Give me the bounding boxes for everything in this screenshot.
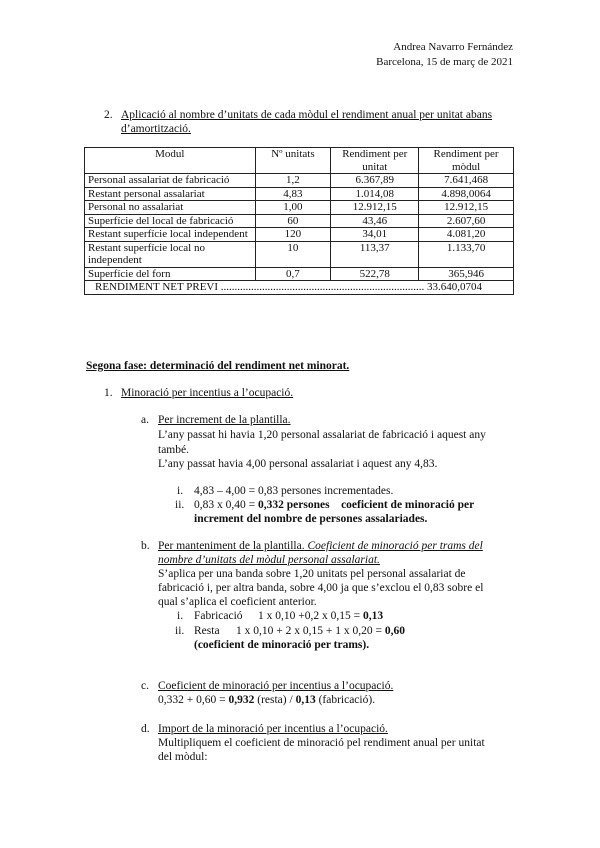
table-row: [85, 228, 514, 242]
cell: 1.133,70: [419, 241, 514, 267]
a-ii-marker: ii.: [175, 499, 185, 511]
d-title: Import de la minoració per incentius a l’ocupació.: [158, 723, 388, 735]
b-ii-label: Resta: [194, 625, 220, 637]
cell: 10: [255, 241, 331, 267]
cell: 365,946: [419, 267, 514, 281]
cell: Superfície del forn: [85, 267, 256, 281]
c-formula-mid: (resta) /: [254, 694, 296, 706]
cell: Personal assalariat de fabricació: [85, 174, 256, 188]
cell: Restant superfície local independent: [85, 228, 256, 242]
a-ii-bold3: increment del nombre de persones assalariades.: [194, 513, 428, 525]
a-ii-pre: 0,83 x 0,40 =: [194, 499, 258, 511]
table-row: [85, 201, 514, 215]
b-title-line: [158, 540, 483, 552]
table-header-row: [85, 148, 514, 174]
cell: 12.912,15: [419, 201, 514, 215]
cell: 522,78: [331, 267, 419, 281]
cell: 2.607,60: [419, 214, 514, 228]
place-date: Barcelona, 15 de març de 2021: [376, 56, 513, 68]
cell: 12.912,15: [331, 201, 419, 215]
document-header: [376, 40, 513, 70]
b-ii-marker: ii.: [175, 625, 185, 637]
b-title: Per manteniment de la plantilla.: [158, 540, 305, 552]
total-label: RENDIMENT NET PREVI: [95, 281, 219, 293]
a-i-marker: i.: [177, 485, 184, 497]
cell: 6.367,89: [331, 174, 419, 188]
c-formula-b2: 0,13: [295, 694, 316, 706]
cell: 60: [255, 214, 331, 228]
section2-title-line2: d’amortització.: [121, 123, 191, 135]
section2-title-line1: Aplicació al nombre d’unitats de cada mòdul el rendiment anual per unitat abans: [121, 109, 493, 121]
col-header: Modul: [85, 148, 256, 174]
cell: Restant superfície local no independent: [85, 241, 256, 267]
b-paragraph2: fabricació i, per altra banda, sobre 4,00 ja que s’exclou el 0,83 sobre el: [158, 582, 484, 594]
b-ii-calc: 1 x 0,10 + 2 x 0,15 + 1 x 0,20 =: [236, 625, 385, 637]
cell: Personal no assalariat: [85, 201, 256, 215]
c-formula-b1: 0,932: [228, 694, 255, 706]
a-title: Per increment de la plantilla.: [158, 414, 291, 426]
total-dots: ..........................................................................: [220, 281, 425, 293]
d-marker: d.: [141, 723, 150, 735]
author-name: Andrea Navarro Fernández: [393, 41, 513, 53]
b-marker: b.: [141, 540, 150, 552]
cell: 1,2: [255, 174, 331, 188]
a-ii-bold2: coeficient de minoració per: [341, 499, 475, 511]
b-paragraph1: S’aplica per una banda sobre 1,20 unitats pel personal assalariat de: [158, 568, 466, 580]
table-row: [85, 187, 514, 201]
a-paragraph1: L’any passat hi havia 1,20 personal assalariat de fabricació i aquest any també.: [158, 429, 486, 456]
table-row: [85, 241, 514, 267]
c-formula-pre: 0,332 + 0,60 =: [158, 694, 229, 706]
b-i-calc: 1 x 0,10 +0,2 x 0,15 =: [258, 610, 363, 622]
b-ii-calc-line: [236, 625, 405, 637]
c-marker: c.: [141, 680, 149, 692]
b-ii-result: 0,60: [384, 625, 405, 637]
cell: 1,00: [255, 201, 331, 215]
b-paragraph3: qual s’aplica el coeficient anterior.: [158, 596, 317, 608]
cell: 4,83: [255, 187, 331, 201]
b-i-calc-line: [258, 610, 383, 622]
cell: 4.081,20: [419, 228, 514, 242]
col-header: Nº unitats: [255, 148, 331, 174]
col-header: Rendiment per mòdul: [419, 148, 514, 174]
c-formula-end: (fabricació).: [315, 694, 376, 706]
table-row: [85, 267, 514, 281]
cell: Superfície del local de fabricació: [85, 214, 256, 228]
a-paragraph2: L’any passat havia 4,00 personal assalariat i aquest any 4,83.: [158, 458, 438, 470]
b-title-italic: Coeficient de minoració per trams del: [304, 540, 483, 552]
segona-fase-title: Segona fase: determinació del rendiment net minorat.: [86, 360, 350, 372]
cell: 7.641,468: [419, 174, 514, 188]
a-ii-bold: 0,332 persones: [258, 499, 330, 511]
cell: 4.898,0064: [419, 187, 514, 201]
item1-number: 1.: [104, 387, 113, 399]
cell: Restant personal assalariat: [85, 187, 256, 201]
cell: 1.014,08: [331, 187, 419, 201]
a-i-text: 4,83 – 4,00 = 0,83 persones incrementades.: [194, 485, 394, 497]
b-ii-note: (coeficient de minoració per trams).: [194, 639, 370, 651]
cell: 34,01: [331, 228, 419, 242]
table-row: [85, 174, 514, 188]
b-i-result: 0,13: [362, 610, 384, 622]
a-ii-line: [194, 499, 474, 511]
a-marker: a.: [141, 414, 149, 426]
col-header: Rendiment per unitat: [331, 148, 419, 174]
modules-table: [84, 147, 514, 295]
total-cell: [85, 281, 514, 295]
c-formula: [158, 694, 375, 706]
item1-title: Minoració per incentius a l’ocupació.: [121, 387, 294, 399]
table-total-row: [85, 281, 514, 295]
section2-number: 2.: [104, 109, 113, 121]
d-paragraph2: del mòdul:: [158, 751, 208, 763]
total-value: 33.640,0704: [427, 281, 483, 293]
b-i-label: Fabricació: [194, 610, 243, 622]
c-title: Coeficient de minoració per incentius a l’ocupació.: [158, 680, 394, 692]
cell: 43,46: [331, 214, 419, 228]
cell: 113,37: [331, 241, 419, 267]
d-paragraph1: Multipliquem el coeficient de minoració pel rendiment anual per unitat: [158, 737, 485, 749]
b-i-marker: i.: [177, 610, 184, 622]
b-title-italic2: nombre d’unitats del mòdul personal assalariat.: [158, 554, 380, 566]
table-row: [85, 214, 514, 228]
cell: 120: [255, 228, 331, 242]
cell: 0,7: [255, 267, 331, 281]
